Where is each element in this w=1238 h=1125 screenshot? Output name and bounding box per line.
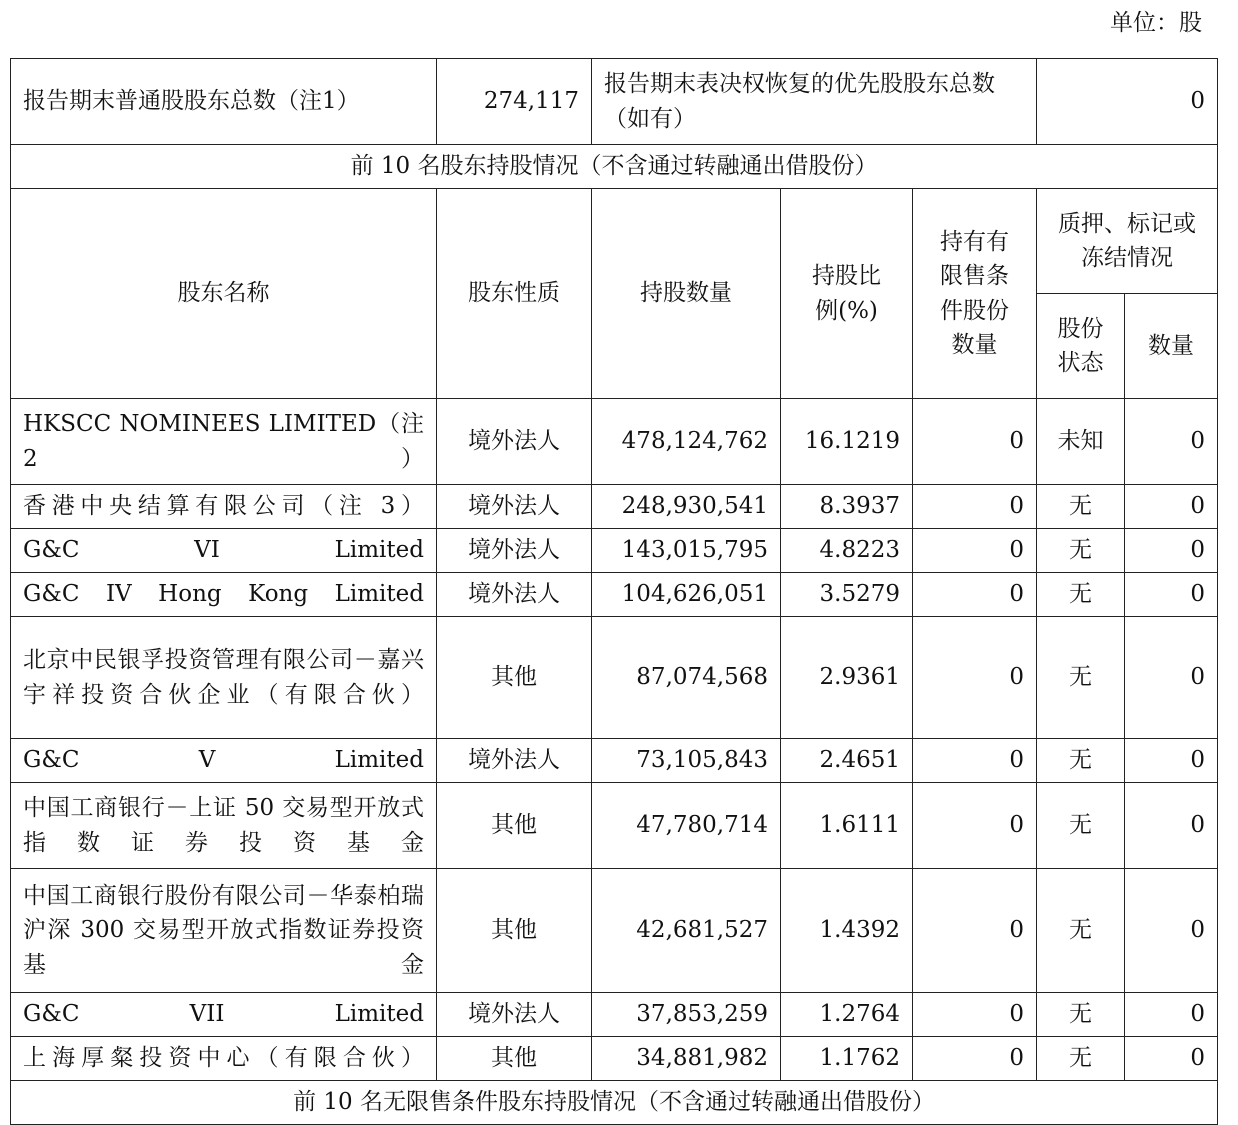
header-status: 股份状态 — [1037, 294, 1125, 399]
cell-shares: 87,074,568 — [592, 617, 781, 739]
table-row — [11, 783, 1218, 869]
cell-shares: 37,853,259 — [592, 993, 781, 1037]
unit-label: 单位：股 — [1110, 10, 1202, 36]
summary-row — [11, 59, 1218, 145]
cell-pledge-quantity: 0 — [1125, 485, 1218, 529]
table-row — [11, 485, 1218, 529]
cell-shareholder-nature: 其他 — [437, 617, 592, 739]
cell-shareholder-nature: 其他 — [437, 869, 592, 993]
cell-pledge-status: 无 — [1037, 485, 1125, 529]
cell-shareholder-name: G&C IV Hong Kong Limited — [11, 573, 437, 617]
cell-shareholder-nature: 境外法人 — [437, 399, 592, 485]
cell-ratio: 1.6111 — [781, 783, 913, 869]
cell-pledge-status: 无 — [1037, 1037, 1125, 1081]
cell-shareholder-nature: 其他 — [437, 783, 592, 869]
common-shareholders-value: 274,117 — [437, 59, 592, 145]
cell-pledge-status: 无 — [1037, 739, 1125, 783]
cell-restricted: 0 — [913, 399, 1037, 485]
header-row — [11, 189, 1218, 294]
table-row — [11, 617, 1218, 739]
cell-shares: 104,626,051 — [592, 573, 781, 617]
header-quantity: 数量 — [1125, 294, 1218, 399]
cell-shares: 143,015,795 — [592, 529, 781, 573]
cell-ratio: 3.5279 — [781, 573, 913, 617]
common-shareholders-label: 报告期末普通股股东总数（注1） — [11, 59, 437, 145]
cell-ratio: 1.2764 — [781, 993, 913, 1037]
header-shares: 持股数量 — [592, 189, 781, 399]
cell-restricted: 0 — [913, 869, 1037, 993]
cell-shareholder-name: G&C V Limited — [11, 739, 437, 783]
table-row — [11, 1037, 1218, 1081]
cell-shares: 42,681,527 — [592, 869, 781, 993]
shareholder-table — [10, 58, 1218, 1125]
cell-pledge-quantity: 0 — [1125, 1037, 1218, 1081]
cell-shareholder-name: 北京中民银孚投资管理有限公司－嘉兴宇祥投资合伙企业（有限合伙） — [11, 617, 437, 739]
cell-shareholder-name: 中国工商银行－上证 50 交易型开放式指数证券投资基金 — [11, 783, 437, 869]
cell-ratio: 16.1219 — [781, 399, 913, 485]
cell-shareholder-name: G&C VI Limited — [11, 529, 437, 573]
cell-shareholder-nature: 境外法人 — [437, 993, 592, 1037]
cell-pledge-quantity: 0 — [1125, 869, 1218, 993]
cell-pledge-status: 无 — [1037, 617, 1125, 739]
preferred-shareholders-label: 报告期末表决权恢复的优先股股东总数（如有） — [592, 59, 1037, 145]
top10-title: 前 10 名股东持股情况（不含通过转融通出借股份） — [11, 145, 1218, 189]
cell-restricted: 0 — [913, 573, 1037, 617]
cell-shareholder-nature: 其他 — [437, 1037, 592, 1081]
preferred-shareholders-value: 0 — [1037, 59, 1218, 145]
cell-restricted: 0 — [913, 529, 1037, 573]
cell-shareholder-nature: 境外法人 — [437, 485, 592, 529]
cell-ratio: 1.4392 — [781, 869, 913, 993]
cell-pledge-quantity: 0 — [1125, 783, 1218, 869]
cell-ratio: 2.9361 — [781, 617, 913, 739]
cell-ratio: 1.1762 — [781, 1037, 913, 1081]
cell-shareholder-nature: 境外法人 — [437, 529, 592, 573]
header-pledge: 质押、标记或冻结情况 — [1037, 189, 1218, 294]
table-row — [11, 399, 1218, 485]
cell-restricted: 0 — [913, 617, 1037, 739]
section-title-row — [11, 1081, 1218, 1125]
table-row — [11, 529, 1218, 573]
cell-shareholder-name: 中国工商银行股份有限公司－华泰柏瑞沪深 300 交易型开放式指数证券投资基金 — [11, 869, 437, 993]
cell-ratio: 4.8223 — [781, 529, 913, 573]
cell-restricted: 0 — [913, 485, 1037, 529]
cell-restricted: 0 — [913, 739, 1037, 783]
cell-shares: 34,881,982 — [592, 1037, 781, 1081]
cell-pledge-status: 未知 — [1037, 399, 1125, 485]
cell-shares: 73,105,843 — [592, 739, 781, 783]
table-row — [11, 993, 1218, 1037]
cell-pledge-quantity: 0 — [1125, 529, 1218, 573]
table-row — [11, 573, 1218, 617]
cell-ratio: 8.3937 — [781, 485, 913, 529]
cell-shareholder-name: HKSCC NOMINEES LIMITED（注 2） — [11, 399, 437, 485]
cell-shareholder-name: G&C VII Limited — [11, 993, 437, 1037]
cell-restricted: 0 — [913, 1037, 1037, 1081]
cell-shareholder-nature: 境外法人 — [437, 739, 592, 783]
header-restricted: 持有有限售条件股份数量 — [913, 189, 1037, 399]
cell-pledge-status: 无 — [1037, 529, 1125, 573]
cell-pledge-quantity: 0 — [1125, 993, 1218, 1037]
header-ratio: 持股比例(%) — [781, 189, 913, 399]
cell-pledge-status: 无 — [1037, 783, 1125, 869]
cell-restricted: 0 — [913, 783, 1037, 869]
cell-pledge-status: 无 — [1037, 869, 1125, 993]
header-nature: 股东性质 — [437, 189, 592, 399]
cell-shares: 248,930,541 — [592, 485, 781, 529]
section-title-row — [11, 145, 1218, 189]
header-name: 股东名称 — [11, 189, 437, 399]
cell-shares: 47,780,714 — [592, 783, 781, 869]
cell-shareholder-name: 香港中央结算有限公司（注 3） — [11, 485, 437, 529]
cell-ratio: 2.4651 — [781, 739, 913, 783]
cell-pledge-quantity: 0 — [1125, 617, 1218, 739]
cell-shareholder-name: 上海厚粲投资中心（有限合伙） — [11, 1037, 437, 1081]
table-row — [11, 869, 1218, 993]
cell-pledge-quantity: 0 — [1125, 399, 1218, 485]
next-section-title: 前 10 名无限售条件股东持股情况（不含通过转融通出借股份） — [11, 1081, 1218, 1125]
cell-pledge-quantity: 0 — [1125, 739, 1218, 783]
cell-shares: 478,124,762 — [592, 399, 781, 485]
cell-pledge-status: 无 — [1037, 573, 1125, 617]
cell-restricted: 0 — [913, 993, 1037, 1037]
table-row — [11, 739, 1218, 783]
cell-pledge-status: 无 — [1037, 993, 1125, 1037]
cell-shareholder-nature: 境外法人 — [437, 573, 592, 617]
cell-pledge-quantity: 0 — [1125, 573, 1218, 617]
